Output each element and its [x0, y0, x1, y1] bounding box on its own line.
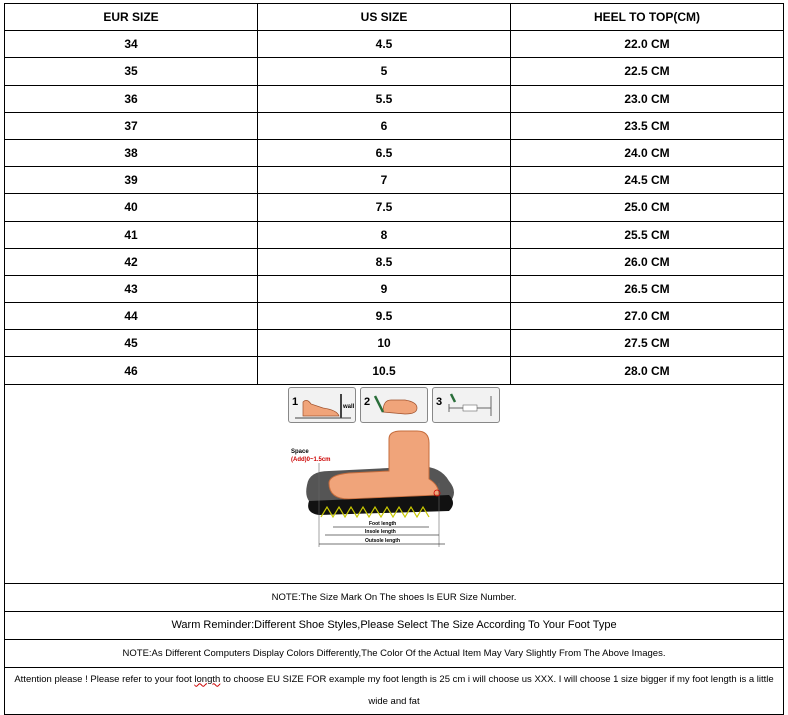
- step-2-box: [360, 387, 428, 423]
- cell-us-size: 8: [258, 221, 511, 248]
- shoe-diagram: [289, 423, 499, 583]
- cell-eur-size: 40: [5, 194, 258, 221]
- ruler-icon: [433, 388, 499, 422]
- measurement-figure-cell: [5, 384, 784, 583]
- step-number: 1: [292, 395, 299, 408]
- cell-heel-to-top: 24.5 CM: [511, 167, 784, 194]
- cell-us-size: 5: [258, 58, 511, 85]
- cell-heel-to-top: 23.0 CM: [511, 85, 784, 112]
- size-chart-table: [4, 3, 784, 715]
- note-row: [5, 667, 784, 714]
- cell-us-size: 8.5: [258, 248, 511, 275]
- cell-eur-size: 42: [5, 248, 258, 275]
- cell-eur-size: 46: [5, 357, 258, 384]
- note-row: [5, 611, 784, 639]
- svg-text:Space: Space: [291, 448, 309, 455]
- table-row: [5, 357, 784, 384]
- table-row: [5, 303, 784, 330]
- table-row: [5, 58, 784, 85]
- header-us-size: US SIZE: [258, 4, 511, 31]
- foot-pencil-icon: [361, 388, 427, 422]
- cell-heel-to-top: 23.5 CM: [511, 112, 784, 139]
- cell-eur-size: 41: [5, 221, 258, 248]
- cell-us-size: 6: [258, 112, 511, 139]
- table-row: [5, 221, 784, 248]
- measurement-steps: [5, 387, 783, 423]
- table-row: [5, 31, 784, 58]
- cell-us-size: 10.5: [258, 357, 511, 384]
- foot-wall-icon: [289, 388, 355, 422]
- cell-us-size: 7: [258, 167, 511, 194]
- cell-heel-to-top: 26.0 CM: [511, 248, 784, 275]
- table-row: [5, 330, 784, 357]
- cell-heel-to-top: 24.0 CM: [511, 139, 784, 166]
- table-row: [5, 248, 784, 275]
- cell-us-size: 6.5: [258, 139, 511, 166]
- cell-us-size: 7.5: [258, 194, 511, 221]
- figure-row: [5, 384, 784, 583]
- cell-us-size: 4.5: [258, 31, 511, 58]
- misspelled-word: longth: [194, 673, 221, 685]
- color-note: NOTE:As Different Computers Display Colors Differently,The Color Of the Actual Item May Vary Slightly From The Above Images.: [5, 639, 784, 667]
- cell-eur-size: 34: [5, 31, 258, 58]
- cell-us-size: 10: [258, 330, 511, 357]
- table-header-row: [5, 4, 784, 31]
- cell-heel-to-top: 26.5 CM: [511, 275, 784, 302]
- size-mark-note: NOTE:The Size Mark On The shoes Is EUR Size Number.: [5, 583, 784, 611]
- cell-eur-size: 35: [5, 58, 258, 85]
- table-row: [5, 194, 784, 221]
- cell-us-size: 5.5: [258, 85, 511, 112]
- svg-text:wall: wall: [343, 403, 355, 410]
- cell-us-size: 9.5: [258, 303, 511, 330]
- step-3-box: [432, 387, 500, 423]
- cell-eur-size: 38: [5, 139, 258, 166]
- svg-text:Outsole length: Outsole length: [365, 537, 400, 544]
- cell-heel-to-top: 27.0 CM: [511, 303, 784, 330]
- note-row: [5, 583, 784, 611]
- cell-heel-to-top: 25.0 CM: [511, 194, 784, 221]
- svg-text:Foot length: Foot length: [369, 520, 397, 527]
- svg-text:(Add)0~1.5cm: (Add)0~1.5cm: [291, 456, 331, 463]
- cell-eur-size: 39: [5, 167, 258, 194]
- table-row: [5, 275, 784, 302]
- cell-heel-to-top: 22.0 CM: [511, 31, 784, 58]
- attention-note: [5, 667, 784, 714]
- step-1-box: [288, 387, 356, 423]
- table-row: [5, 167, 784, 194]
- warm-reminder-note: Warm Reminder:Different Shoe Styles,Please Select The Size According To Your Foot Type: [5, 611, 784, 639]
- cell-us-size: 9: [258, 275, 511, 302]
- cell-eur-size: 44: [5, 303, 258, 330]
- header-heel-to-top: HEEL TO TOP(CM): [511, 4, 784, 31]
- shoe-foot-illustration: [289, 423, 499, 549]
- step-number: 2: [364, 395, 371, 408]
- note-row: [5, 639, 784, 667]
- cell-eur-size: 36: [5, 85, 258, 112]
- table-row: [5, 85, 784, 112]
- table-row: [5, 139, 784, 166]
- cell-eur-size: 45: [5, 330, 258, 357]
- svg-text:Insole length: Insole length: [365, 528, 396, 535]
- cell-heel-to-top: 27.5 CM: [511, 330, 784, 357]
- cell-eur-size: 43: [5, 275, 258, 302]
- cell-heel-to-top: 22.5 CM: [511, 58, 784, 85]
- attention-text-end: to choose EU SIZE FOR example my foot length is 25 cm i will choose us XXX. I will choose 1 size bigger if my foot length is a little wide and fat: [220, 673, 774, 707]
- step-number: 3: [436, 395, 443, 408]
- attention-text-start: Attention please ! Please refer to your foot: [14, 673, 195, 685]
- table-row: [5, 112, 784, 139]
- cell-heel-to-top: 28.0 CM: [511, 357, 784, 384]
- cell-heel-to-top: 25.5 CM: [511, 221, 784, 248]
- header-eur-size: EUR SIZE: [5, 4, 258, 31]
- cell-eur-size: 37: [5, 112, 258, 139]
